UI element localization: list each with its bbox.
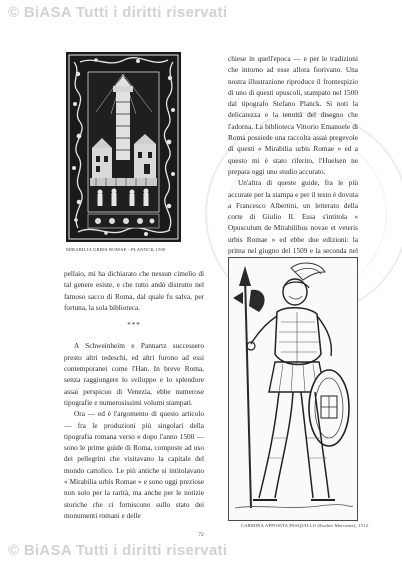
paragraph: chiese in quell'epoca — e per le tradizioni che intorno ad esse allora fiorivano. Una nostra illustrazione riproduce il frontespizio di uno di questi opuscoli, stampato nel 1500 dal tipografo Stefano Planck. Si noti la delicatezza e la tenuità del disegno che l'adorna. La biblioteca Vittorio Emanuele di Roma possiede una raccolta assai pregevole di questi « Mirabilia urbis Romae » ed a questo mi è stato riferito, l'Huelsen ne prepara oggi uno studio accurato. (228, 54, 358, 176)
soldier-with-halberd-illustration (229, 258, 357, 520)
paragraph: Un'altra di queste guide, fra le più accurate per la stampa e per il testo è dovuta a Francesco Albertini, un letterato della corte di Giulio II. Essa s'intitola « Opusculum de Mirabilibus novae et veteris urbis Romae » ed ebbe due edizioni: la prima nel giugno del 1509 e la seconda nel (228, 178, 358, 256)
woodcut-caption: MIRABILIA URBIS ROMAE - PLANNCK 1500 (66, 247, 166, 252)
woodcut-frontispiece (66, 52, 181, 242)
paragraph: Ora — ed è l'argomento di questo articolo — fra le produzioni più singolari della tipografia romana verso e dopo l'anno 1500 — sono le prime guide di Roma, composte ad uso dei pellegrini che visitavano la capitale del mondo cattolico. Le più antiche si intitolavano « Mirabilia urbis Romae » e sono oggi preziose non solo per la rarità, ma anche per le notizie storiche che ci forniscono sullo stato dei monumenti romani e delle (64, 409, 204, 520)
page-number: 72 (198, 532, 204, 538)
section-separator: *** (127, 321, 141, 330)
watermark-top: © BiASA Tutti i diritti riservati (8, 4, 228, 21)
woodcut-illustration (66, 52, 181, 242)
paragraph: pellaio, mi ha dichiarato che nessun cimelio di tal genere esiste, e che tutto andò distrutto nel famoso sacco di Roma, dal quale fu salva, per fortuna, la sola biblioteca. (64, 269, 204, 312)
watermark-bottom: © BiASA Tutti i diritti riservati (8, 542, 228, 559)
soldier-caption: CARMINA APPOSITA PASQUILLO (Eucher Mercante), 1512. (241, 523, 370, 528)
right-column-text (228, 53, 358, 290)
soldier-illustration (228, 257, 358, 521)
left-column-text (64, 268, 204, 521)
paragraph: A Schweinheim e Pannartz successero presto altri tedeschi, ed altri furono ad essi contemporanei come l'Han. In breve Roma, senza raggiungere lo sviluppo e lo splendore assai perspicuo di Venezia, ebbe numerose tipografie e numerosissimi volumi stampati. (64, 341, 204, 407)
